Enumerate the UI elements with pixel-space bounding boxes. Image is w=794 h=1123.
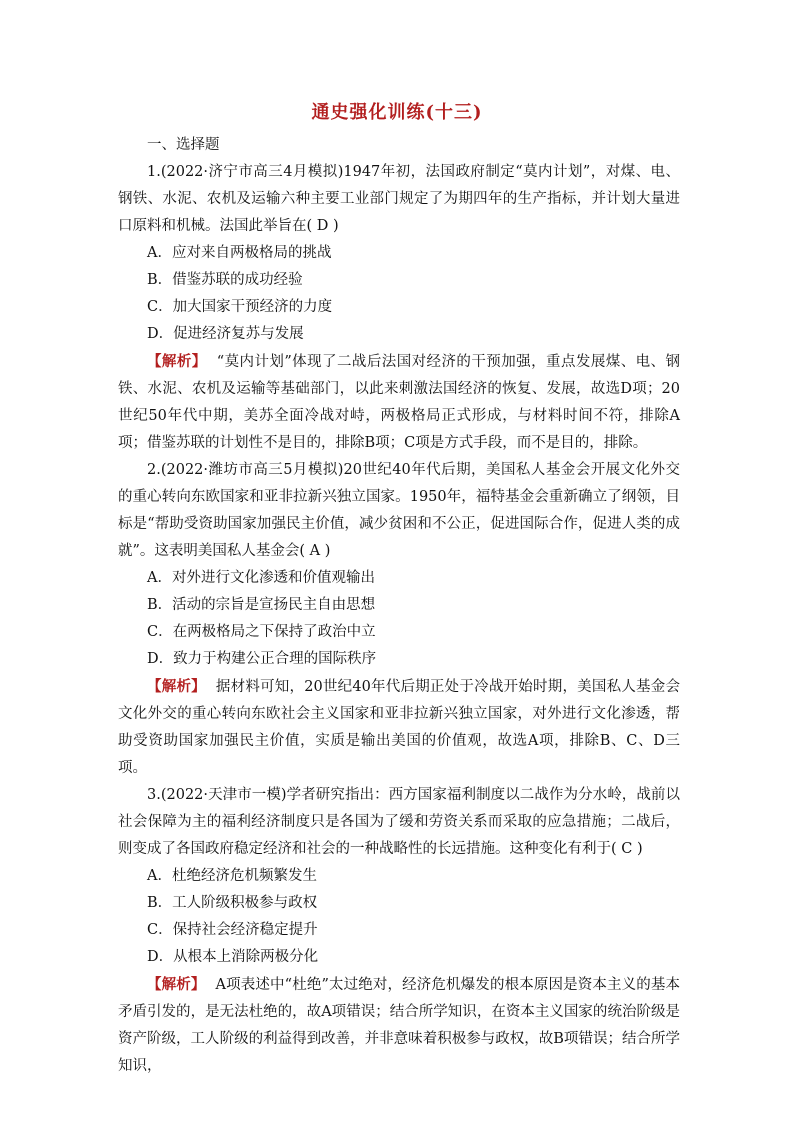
option-b: B．借鉴苏联的成功经验 (147, 272, 303, 288)
page-title: 通史强化训练(十三) (311, 102, 483, 123)
option-a: A．杜绝经济危机频繁发生 (147, 868, 317, 884)
analysis-paragraph (118, 348, 680, 457)
option-b: B．工人阶级积极参与政权 (147, 895, 318, 911)
option-a: A．对外进行文化渗透和价值观输出 (147, 570, 375, 586)
question-stem: 1.(2022·济宁市高三4月模拟)1947年初，法国政府制定“莫内计划”，对煤、电、钢铁、水泥、农机及运输六种主要工业部门规定了为期四年的生产指标，并计划大量进口原料和机械。法国此举旨在( D ) (118, 164, 680, 234)
analysis-text: A项表述中“杜绝”太过绝对，经济危机爆发的根本原因是资本主义的基本矛盾引发的，是无法杜绝的，故A项错误；结合所学知识，在资本主义国家的统治阶级是资产阶级，工人阶级的利益得到改善，并非意味着积极参与政权，故B项错误；结合所学知识， (118, 977, 681, 1074)
question-stem: 3.(2022·天津市一模)学者研究指出：西方国家福利制度以二战作为分水岭，战前以社会保障为主的福利经济制度只是各国为了缓和劳资关系而采取的应急措施；二战后，则变成了各国政府稳定经济和社会的一种战略性的长远措施。这种变化有利于( C ) (118, 787, 680, 857)
option-a: A．应对来自两极格局的挑战 (147, 245, 332, 261)
option-d: D．从根本上消除两极分化 (147, 949, 319, 965)
option-b: B．活动的宗旨是宣扬民主自由思想 (147, 597, 376, 613)
option-d: D．致力于构建公正合理的国际秩序 (147, 651, 377, 667)
option-d: D．促进经济复苏与发展 (147, 326, 304, 342)
option-c: C．在两极格局之下保持了政治中立 (147, 624, 376, 640)
analysis-paragraph (118, 971, 680, 1080)
option-c: C．保持社会经济稳定提升 (147, 922, 318, 938)
analysis-text: “莫内计划”体现了二战后法国对经济的干预加强，重点发展煤、电、钢铁、水泥、农机及运输等基础部门，以此来刺激法国经济的恢复、发展，故选D项；20世纪50年代中期，美苏全面冷战对峙，两极格局正式形成，与材料时间不符，排除A项；借鉴苏联的计划性不是目的，排除B项；C项是方式手段，而不是目的，排除。 (118, 354, 680, 451)
question-stem: 2.(2022·潍坊市高三5月模拟)20世纪40年代后期，美国私人基金会开展文化外交的重心转向东欧国家和亚非拉新兴独立国家。1950年，福特基金会重新确立了纲领，目标是“帮助受资助国家加强民主价值，减少贫困和不公正，促进国际合作，促进人类的成就”。这表明美国私人基金会( A ) (118, 462, 680, 559)
analysis-tag: 【解析】 (147, 678, 206, 695)
analysis-tag: 【解析】 (147, 353, 207, 370)
option-c: C．加大国家干预经济的力度 (147, 299, 333, 315)
analysis-text: 据材料可知，20世纪40年代后期正处于冷战开始时期，美国私人基金会文化外交的重心转向东欧社会主义国家和亚非拉新兴独立国家，对外进行文化渗透，帮助受资助国家加强民主价值，实质是输出美国的价值观，故选A项，排除B、C、D三项。 (118, 679, 681, 776)
analysis-tag: 【解析】 (147, 976, 206, 993)
analysis-paragraph (118, 673, 680, 782)
document-body (118, 132, 680, 1080)
section-heading: 一、选择题 (147, 137, 220, 153)
